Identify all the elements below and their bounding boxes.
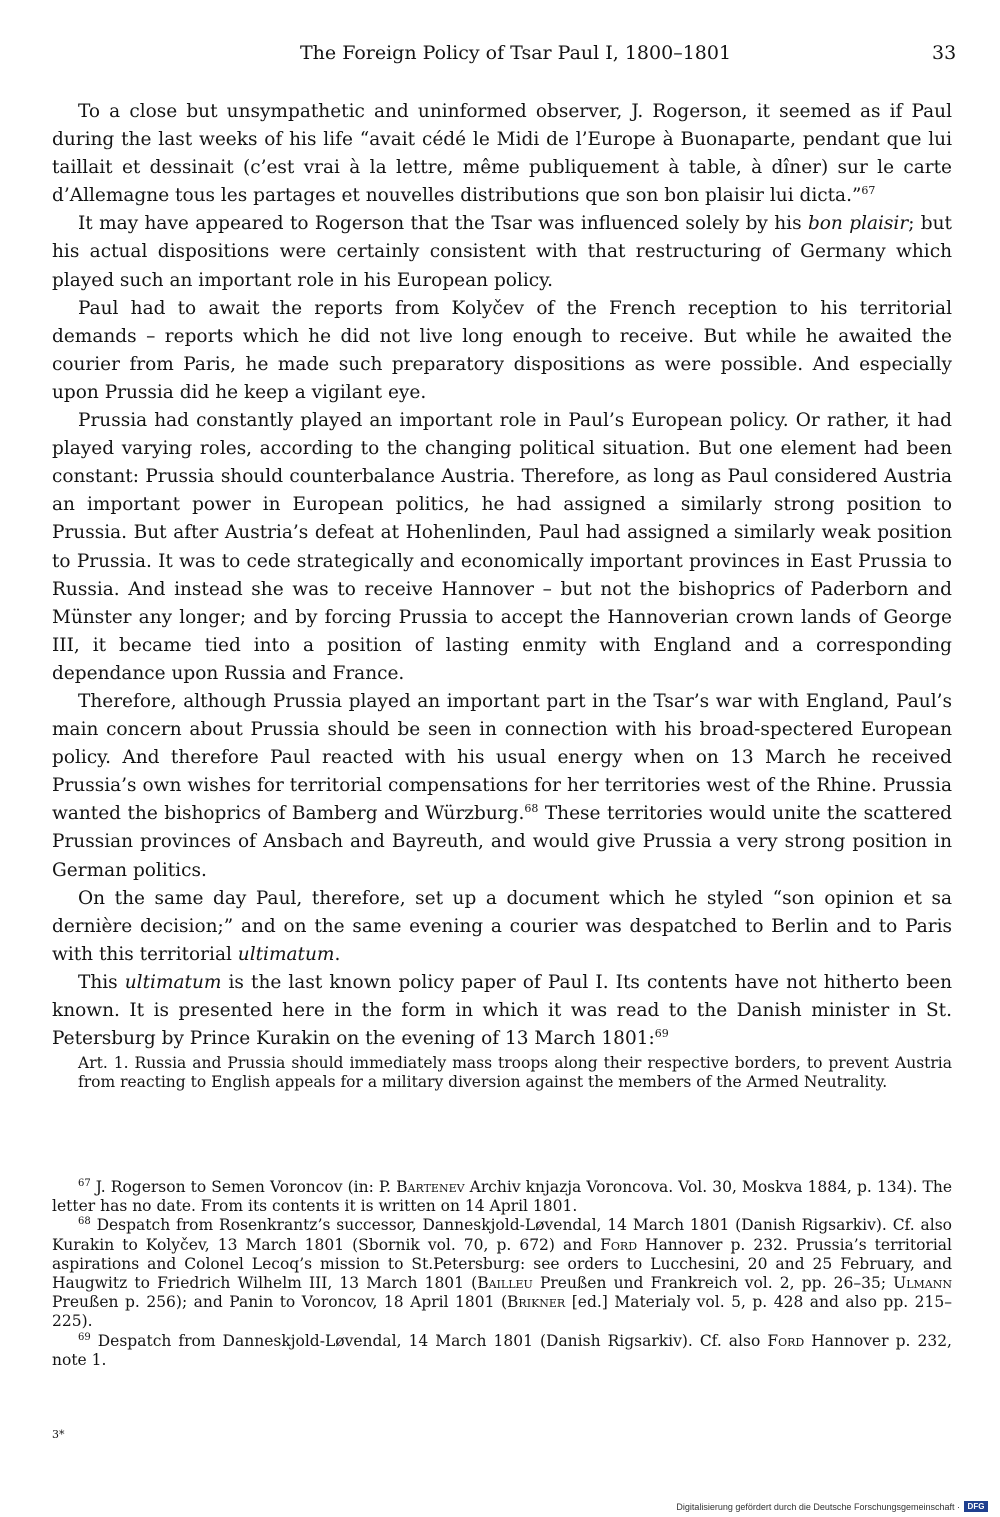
paragraph: It may have appeared to Rogerson that the Tsar was influenced solely by his bon plaisir; but his actual dispositions were certainly consistent with that restructuring of Germany which played such an important role in his European policy. — [52, 213, 952, 291]
running-title: The Foreign Policy of Tsar Paul I, 1800–1801 — [300, 42, 732, 64]
paragraph: On the same day Paul, therefore, set up a document which he styled “son opinion et sa dernière decision;” and on the same evening a courier was despatched to Berlin and to Paris with this territorial ultimatum. — [52, 887, 952, 965]
italic-term: ultimatum — [237, 943, 335, 965]
italic-term: ultimatum — [124, 971, 222, 993]
footnotes — [52, 1178, 952, 1370]
ultimatum-article — [78, 1054, 952, 1092]
paragraph: Therefore, although Prussia played an important part in the Tsar’s war with England, Paul’s main concern about Prussia should be seen in connection with his broad-spectered European policy. And therefore Paul reacted with his usual energy when on 13 March he received Prussia’s own wishes for territorial compensations for her territories west of the Rhine. Prussia wanted the bishoprics of Bamberg and Würzburg.$^{68}$ These territories would unite the scattered Prussian provinces of Ansbach and Bayreuth, and would give Prussia a very strong position in German politics. — [52, 690, 952, 881]
dfg-logo-icon: DFG — [964, 1501, 988, 1512]
paragraph: To a close but unsympathetic and uninformed observer, J. Rogerson, it seemed as if Paul during the last weeks of his life “avait cédé le Midi de l’Europe à Buonaparte, pendant que lui taillait et dessinait (c’est vrai à la lettre, même publiquement à table, à dîner) sur le carte d’Allemagne tous les partages et nouvelles distributions que son bon plaisir lui dicta.”$^{67}$ — [52, 101, 952, 207]
paragraph: Paul had to await the reports from Kolyčev of the French reception to his territorial demands – reports which he did not live long enough to receive. But while he awaited the courier from Paris, he made such preparatory dispositions as were possible. And especially upon Prussia did he keep a vigilant eye. — [52, 297, 952, 403]
footnote-ref: 68 — [524, 802, 539, 816]
footnote-68: $^{68}$ Despatch from Rosenkrantz’s successor, Danneskjold-Løvendal, 14 March 1801 (Danish Rigsarkiv). Cf. also Kurakin to Kolyčev, 13 March 1801 (Sbornik vol. 70, p. 672) and Ford Hannover p. 232. Prussia’s territorial aspirations and Colonel Lecoq’s mission to St.Petersburg: see orders to Lucchesini, 20 and 25 February, and Haugwitz to Friedrich Wilhelm III, 13 March 1801 (Bailleu Preußen und Frankreich vol. 2, pp. 26–35; Ulmann Preußen p. 256); and Panin to Voroncov, 18 April 1801 (Brikner [ed.] Materialy vol. 5, p. 428 and also pp. 215–225). — [52, 1216, 953, 1331]
body-text — [52, 98, 952, 1053]
running-head — [0, 40, 1000, 66]
footnote-69: $^{69}$ Despatch from Danneskjold-Løvendal, 14 March 1801 (Danish Rigsarkiv). Cf. also Ford Hannover p. 232, note 1. — [52, 1331, 952, 1369]
credit-text: Digitalisierung gefördert durch die Deutsche Forschungsgemeinschaft · — [676, 1502, 960, 1512]
page-number: 33 — [932, 42, 957, 64]
article-text: Art. 1. Russia and Prussia should immediately mass troops along their respective borders, to prevent Austria from reacting to English appeals for a military diversion against the members of the Armed Neutrality. — [78, 1054, 952, 1091]
paragraph: Prussia had constantly played an important role in Paul’s European policy. Or rather, it had played varying roles, according to the changing political situation. But one element had been constant: Prussia should counterbalance Austria. Therefore, as long as Paul considered Austria an important power in European politics, he had assigned a similarly strong position to Prussia. But after Austria’s defeat at Hohenlinden, Paul had assigned a similarly weak position to Prussia. It was to cede strategically and economically important provinces in East Prussia to Russia. And instead she was to receive Hannover – but not the bishoprics of Paderborn and Münster any longer; and by forcing Prussia to accept the Hannoverian crown lands of George III, it became tied into a position of lasting enmity with England and a corresponding dependance upon Russia and France. — [52, 410, 952, 684]
footnote-ref: 69 — [654, 1027, 669, 1041]
footnote-ref: 67 — [861, 184, 876, 198]
footnote-67: $^{67}$ J. Rogerson to Semen Voroncov (in: P. Bartenev Archiv knjazja Voroncova. Vol. 30, Moskva 1884, p. 134). The letter has no date. From its contents it is written on 14 April 1801. — [52, 1178, 953, 1216]
digitization-credit — [0, 1500, 990, 1514]
signature-mark: 3* — [52, 1428, 65, 1441]
italic-term: bon plaisir — [807, 213, 909, 235]
paragraph: This ultimatum is the last known policy paper of Paul I. Its contents have not hitherto been known. It is presented here in the form in which it was read to the Danish minister in St. Petersburg by Prince Kurakin on the evening of 13 March 1801:$^{69}$ — [52, 971, 953, 1050]
